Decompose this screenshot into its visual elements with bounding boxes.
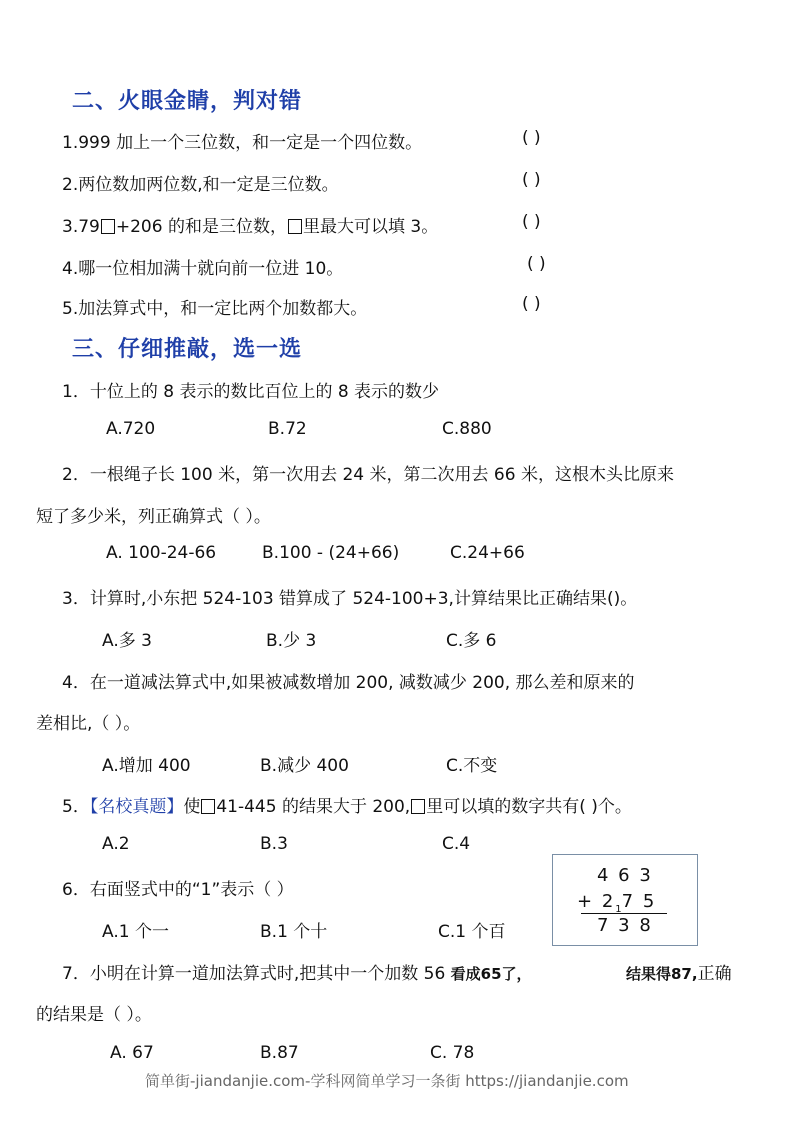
answer-paren-5[interactable]: ( ) xyxy=(522,294,541,314)
blank-box xyxy=(201,799,215,814)
blank-box xyxy=(101,219,115,234)
sum-line xyxy=(581,913,667,914)
q2-option-b[interactable]: B.100 - (24+66) xyxy=(262,543,400,563)
judge-item-4: 4.哪一位相加满十就向前一位进 10。 xyxy=(62,259,344,279)
judge-item-3 xyxy=(62,212,438,237)
q6-option-b[interactable]: B.1 个十 xyxy=(260,922,328,942)
q5-option-a[interactable]: A.2 xyxy=(102,834,130,854)
q5-option-c[interactable]: C.4 xyxy=(442,834,471,854)
section2-title: 二、火眼金睛，判对错 xyxy=(72,89,303,114)
choice-question-4-line2: 差相比,（ ）。 xyxy=(36,714,141,734)
carry-digit: 1 xyxy=(615,904,622,915)
choice-question-3: 3．计算时,小东把 524-103 错算成了 524-100+3,计算结果比正确结果()。 xyxy=(62,589,638,609)
q2-option-a[interactable]: A. 100-24-66 xyxy=(106,543,217,563)
judge-item-1: 1.999 加上一个三位数，和一定是一个四位数。 xyxy=(62,133,423,153)
choice-question-2-line1: 2．一根绳子长 100 米，第一次用去 24 米，第二次用去 66 米，这根木头比原来 xyxy=(62,465,674,485)
q7-part-a: 7．小明在计算一道加法算式时,把其中一个加数 56 xyxy=(62,964,451,984)
q3-option-a[interactable]: A.多 3 xyxy=(102,631,152,651)
q3-option-c[interactable]: C.多 6 xyxy=(446,631,497,651)
q5-option-b[interactable]: B.3 xyxy=(260,834,288,854)
vertical-addition-box xyxy=(552,854,698,946)
q7-part-b: 看成65了， xyxy=(450,965,532,983)
famous-school-tag: 【名校真题】 xyxy=(89,797,184,817)
q1-option-a[interactable]: A.720 xyxy=(106,419,156,439)
q5-number: 5． xyxy=(62,797,90,817)
q5-part-b: 41-445 的结果大于 200, xyxy=(216,797,411,817)
judge-item-5: 5.加法算式中，和一定比两个加数都大。 xyxy=(62,299,368,319)
q7-part-c: 结果得87, xyxy=(626,965,698,983)
judge-item-3-part-a: 3.79 xyxy=(62,217,100,237)
q7-option-c[interactable]: C. 78 xyxy=(430,1043,475,1063)
q7-part-d: 正确 xyxy=(697,964,732,984)
q1-option-b[interactable]: B.72 xyxy=(268,419,307,439)
q7-option-a[interactable]: A. 67 xyxy=(110,1043,154,1063)
blank-box xyxy=(288,219,302,234)
q7-option-b[interactable]: B.87 xyxy=(260,1043,299,1063)
section3-title: 三、仔细推敲，选一选 xyxy=(72,337,303,362)
calc-row-1: 4 6 3 xyxy=(597,865,653,886)
calc-row-3: 7 3 8 xyxy=(597,915,653,936)
footer-watermark: 简单街-jiandanjie.com-学科网简单学习一条街 https://jiandanjie.com xyxy=(145,1072,629,1090)
q1-option-c[interactable]: C.880 xyxy=(442,419,492,439)
q4-option-a[interactable]: A.增加 400 xyxy=(102,756,191,776)
choice-question-7-line1-end xyxy=(626,959,732,984)
q4-option-b[interactable]: B.减少 400 xyxy=(260,756,349,776)
q5-part-a: 使 xyxy=(183,797,201,817)
answer-paren-2[interactable]: ( ) xyxy=(522,170,541,190)
q4-option-c[interactable]: C.不变 xyxy=(446,756,498,776)
choice-question-6: 6．右面竖式中的“1”表示（ ） xyxy=(62,880,294,900)
choice-question-7-line1 xyxy=(62,959,532,984)
judge-item-3-part-b: +206 的和是三位数， xyxy=(115,217,287,237)
answer-paren-4[interactable]: ( ) xyxy=(527,254,546,274)
q5-part-c: 里可以填的数字共有( )个。 xyxy=(426,797,632,817)
q6-option-c[interactable]: C.1 个百 xyxy=(438,922,506,942)
judge-item-3-part-c: 里最大可以填 3。 xyxy=(302,217,439,237)
q3-option-b[interactable]: B.少 3 xyxy=(266,631,317,651)
q2-option-c[interactable]: C.24+66 xyxy=(450,543,525,563)
choice-question-1: 1．十位上的 8 表示的数比百位上的 8 表示的数少 xyxy=(62,382,440,402)
answer-paren-3[interactable]: ( ) xyxy=(522,212,541,232)
calc-digits: 7 5 xyxy=(621,891,657,912)
choice-question-5 xyxy=(62,792,632,817)
choice-question-7-line2: 的结果是（ ）。 xyxy=(36,1005,152,1025)
judge-item-2: 2.两位数加两位数,和一定是三位数。 xyxy=(62,175,339,195)
choice-question-2-line2: 短了多少米，列正确算式（ ）。 xyxy=(36,507,271,527)
choice-question-4-line1: 4．在一道减法算式中,如果被减数增加 200, 减数减少 200, 那么差和原来的 xyxy=(62,673,635,693)
calc-row-2 xyxy=(553,891,723,915)
plus-sign: + xyxy=(577,891,595,912)
q6-option-a[interactable]: A.1 个一 xyxy=(102,922,169,942)
blank-box xyxy=(411,799,425,814)
answer-paren-1[interactable]: ( ) xyxy=(522,128,541,148)
calc-digit: 2 xyxy=(601,891,616,912)
